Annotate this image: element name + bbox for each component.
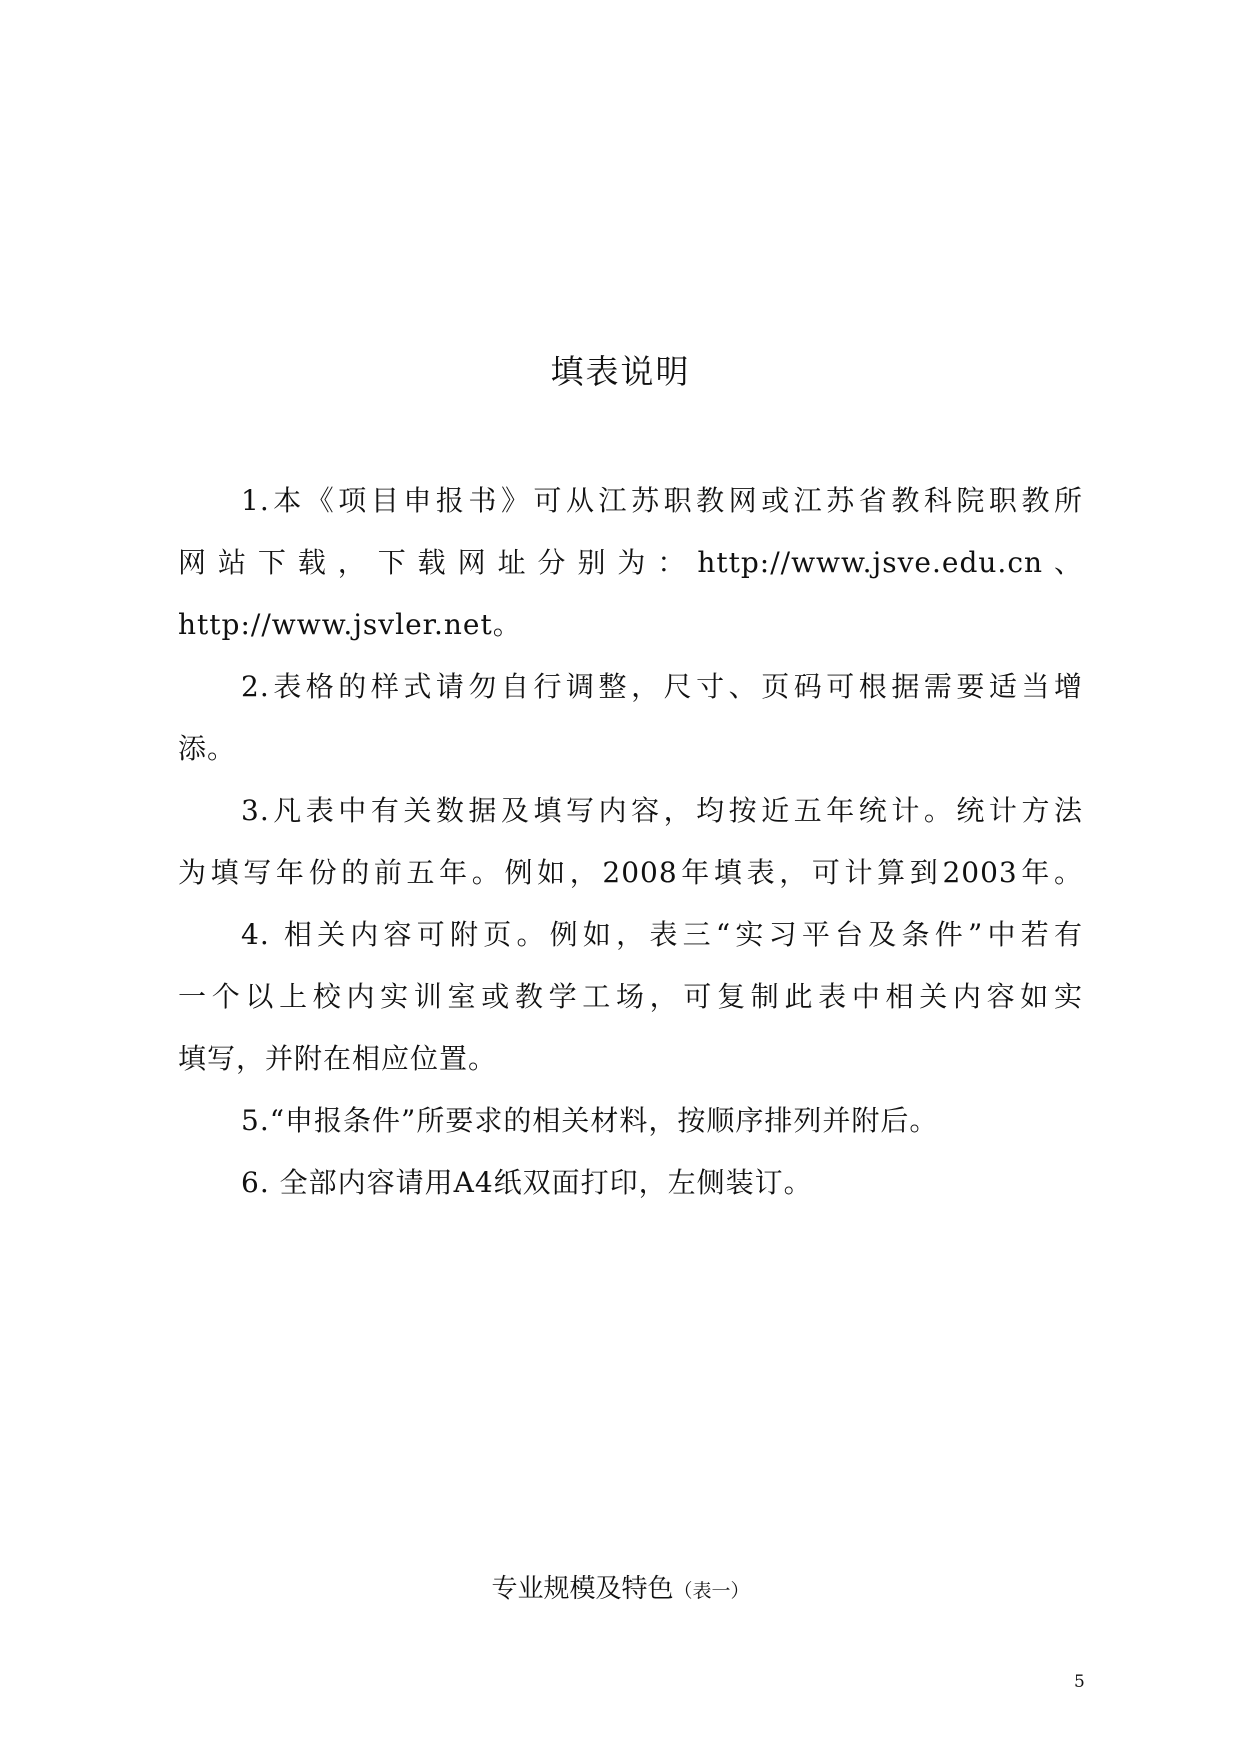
section-heading-main: 专业规模及特色 bbox=[491, 1574, 674, 1604]
instruction-5-line-1: 5.“申报条件”所要求的相关材料，按顺序排列并附后。 bbox=[241, 1104, 939, 1137]
instruction-4-line-1: 4. 相关内容可附页。例如，表三“实习平台及条件”中若有 bbox=[241, 918, 1083, 951]
instruction-item-2 bbox=[178, 656, 1083, 780]
instruction-item-6 bbox=[178, 1152, 1083, 1214]
instruction-2-line-2: 添。 bbox=[178, 732, 237, 765]
instruction-3-line-2: 为填写年份的前五年。例如，2008年填表，可计算到2003年。 bbox=[178, 856, 1083, 889]
instruction-1-line-3: http://www.jsvler.net。 bbox=[178, 608, 522, 641]
instruction-item-4 bbox=[178, 904, 1083, 1090]
section-heading bbox=[0, 1568, 1241, 1605]
instruction-1-line-2: 网站下载，下载网址分别为：http://www.jsve.edu.cn、 bbox=[178, 546, 1083, 579]
instruction-1-line-1: 1.本《项目申报书》可从江苏职教网或江苏省教科院职教所 bbox=[241, 484, 1083, 517]
section-heading-suffix: （表一） bbox=[673, 1580, 750, 1602]
instruction-4-line-3: 填写，并附在相应位置。 bbox=[178, 1042, 498, 1075]
page-number: 5 bbox=[1074, 1672, 1085, 1692]
page-title: 填表说明 bbox=[550, 352, 691, 391]
instruction-item-3 bbox=[178, 780, 1083, 904]
instruction-6-line-1: 6. 全部内容请用A4纸双面打印，左侧装订。 bbox=[241, 1166, 813, 1199]
instruction-item-5 bbox=[178, 1090, 1083, 1152]
instruction-2-line-1: 2.表格的样式请勿自行调整，尺寸、页码可根据需要适当增 bbox=[241, 670, 1083, 703]
instruction-item-1 bbox=[178, 470, 1083, 656]
instruction-3-line-1: 3.凡表中有关数据及填写内容，均按近五年统计。统计方法 bbox=[241, 794, 1083, 827]
instructions-body bbox=[178, 470, 1083, 1214]
instruction-4-line-2: 一个以上校内实训室或教学工场，可复制此表中相关内容如实 bbox=[178, 980, 1083, 1013]
